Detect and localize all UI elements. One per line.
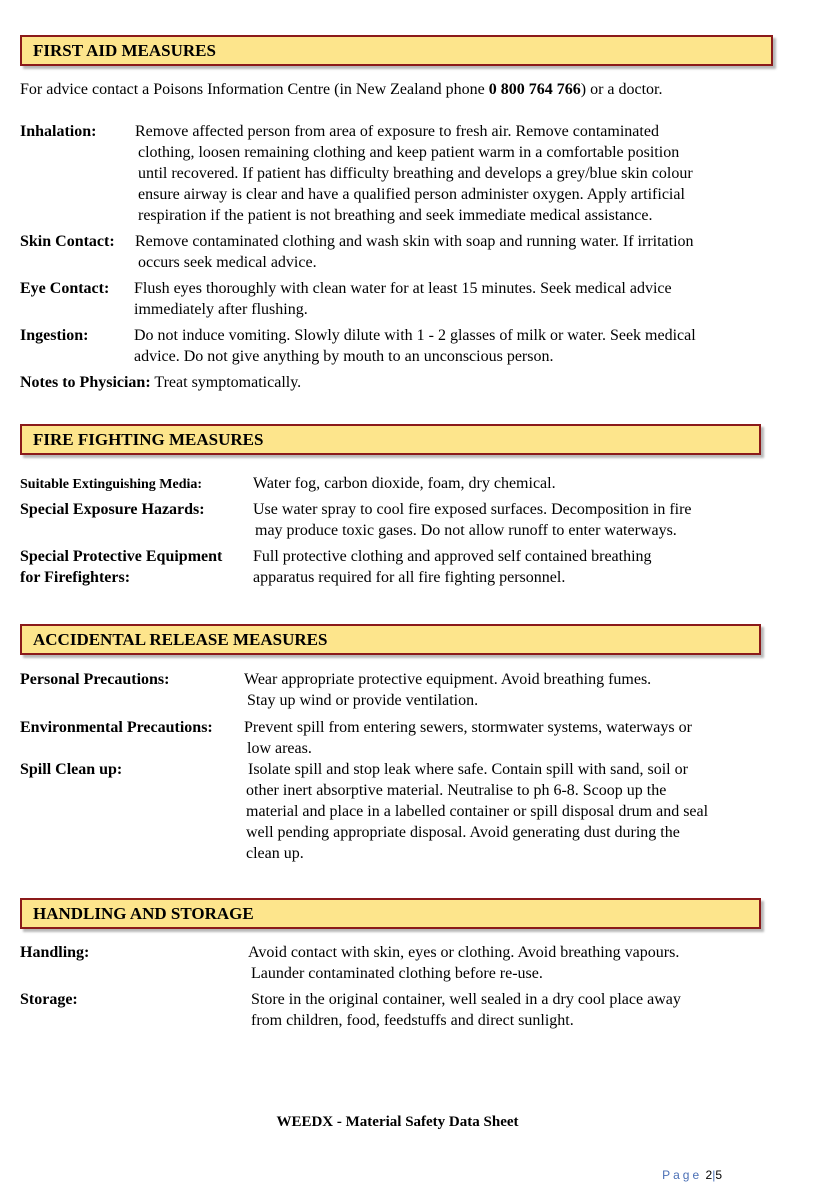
exposure-hazards-line-2: may produce toxic gases. Do not allow runoff to enter waterways.: [255, 522, 677, 539]
spill-cleanup-line-3: material and place in a labelled container or spill disposal drum and seal: [246, 803, 709, 820]
page-total: 5: [715, 1168, 722, 1182]
inhalation-label: Inhalation:: [20, 123, 97, 140]
first-aid-intro: [20, 80, 663, 101]
protective-equipment-label-2: for Firefighters:: [20, 569, 131, 586]
eye-contact-line-2: immediately after flushing.: [134, 301, 308, 318]
page-separator: |: [712, 1168, 716, 1182]
protective-equipment-label-1: Special Protective Equipment: [20, 548, 223, 565]
poison-centre-phone: 0 800 764 766: [488, 81, 581, 98]
environmental-precautions-line-1: Prevent spill from entering sewers, stormwater systems, waterways or: [244, 719, 692, 736]
eye-contact-line-1: Flush eyes thoroughly with clean water for at least 15 minutes. Seek medical advice: [134, 280, 672, 297]
notes-to-physician: [20, 373, 301, 394]
exposure-hazards-line-1: Use water spray to cool fire exposed surfaces. Decomposition in fire: [253, 501, 692, 518]
intro-prefix: For advice contact a Poisons Information Centre (in New Zealand phone: [20, 81, 489, 98]
notes-value: Treat symptomatically.: [154, 374, 302, 391]
handling-line-2: Launder contaminated clothing before re-use.: [251, 965, 543, 982]
ingestion-line-1: Do not induce vomiting. Slowly dilute with 1 - 2 glasses of milk or water. Seek medical: [134, 327, 696, 344]
storage-label: Storage:: [20, 991, 78, 1008]
handling-line-1: Avoid contact with skin, eyes or clothing. Avoid breathing vapours.: [248, 944, 680, 961]
ingestion-label: Ingestion:: [20, 327, 89, 344]
protective-equipment-line-1: Full protective clothing and approved self contained breathing: [253, 548, 652, 565]
personal-precautions-label: Personal Precautions:: [20, 671, 170, 688]
section-header-handling-storage: HANDLING AND STORAGE: [20, 898, 761, 929]
intro-suffix: ) or a doctor.: [580, 81, 663, 98]
inhalation-line-2: clothing, loosen remaining clothing and keep patient warm in a comfortable position: [138, 144, 680, 161]
spill-cleanup-label: Spill Clean up:: [20, 761, 123, 778]
skin-contact-line-1: Remove contaminated clothing and wash skin with soap and running water. If irritation: [135, 233, 694, 250]
page-number: [662, 1168, 722, 1182]
storage-line-1: Store in the original container, well sealed in a dry cool place away: [251, 991, 681, 1008]
handling-label: Handling:: [20, 944, 90, 961]
inhalation-line-5: respiration if the patient is not breathing and seek immediate medical assistance.: [138, 207, 653, 224]
spill-cleanup-line-1: Isolate spill and stop leak where safe. Contain spill with sand, soil or: [248, 761, 688, 778]
page-word: Page: [662, 1168, 703, 1182]
environmental-precautions-label: Environmental Precautions:: [20, 719, 213, 736]
inhalation-line-4: ensure airway is clear and have a qualified person administer oxygen. Apply artificial: [138, 186, 685, 203]
spill-cleanup-line-2: other inert absorptive material. Neutralise to ph 6-8. Scoop up the: [246, 782, 667, 799]
spill-cleanup-line-5: clean up.: [246, 845, 304, 862]
storage-line-2: from children, food, feedstuffs and direct sunlight.: [251, 1012, 574, 1029]
section-header-first-aid: FIRST AID MEASURES: [20, 35, 773, 66]
extinguishing-media-label: Suitable Extinguishing Media:: [20, 477, 203, 492]
inhalation-line-1: Remove affected person from area of exposure to fresh air. Remove contaminated: [135, 123, 659, 140]
skin-contact-line-2: occurs seek medical advice.: [138, 254, 317, 271]
extinguishing-media-value: Water fog, carbon dioxide, foam, dry chemical.: [253, 475, 556, 492]
section-header-fire-fighting: FIRE FIGHTING MEASURES: [20, 424, 761, 455]
ingestion-line-2: advice. Do not give anything by mouth to an unconscious person.: [134, 348, 554, 365]
document-footer-title: WEEDX - Material Safety Data Sheet: [276, 1114, 519, 1130]
skin-contact-label: Skin Contact:: [20, 233, 115, 250]
notes-label: Notes to Physician:: [20, 374, 151, 391]
eye-contact-label: Eye Contact:: [20, 280, 110, 297]
spill-cleanup-line-4: well pending appropriate disposal. Avoid generating dust during the: [246, 824, 680, 841]
exposure-hazards-label: Special Exposure Hazards:: [20, 501, 205, 518]
protective-equipment-line-2: apparatus required for all fire fighting personnel.: [253, 569, 566, 586]
personal-precautions-line-2: Stay up wind or provide ventilation.: [247, 692, 479, 709]
section-header-accidental-release: ACCIDENTAL RELEASE MEASURES: [20, 624, 761, 655]
inhalation-line-3: until recovered. If patient has difficulty breathing and develops a grey/blue skin colour: [138, 165, 693, 182]
environmental-precautions-line-2: low areas.: [247, 740, 312, 757]
personal-precautions-line-1: Wear appropriate protective equipment. Avoid breathing fumes.: [244, 671, 652, 688]
page-current: 2: [705, 1168, 713, 1182]
